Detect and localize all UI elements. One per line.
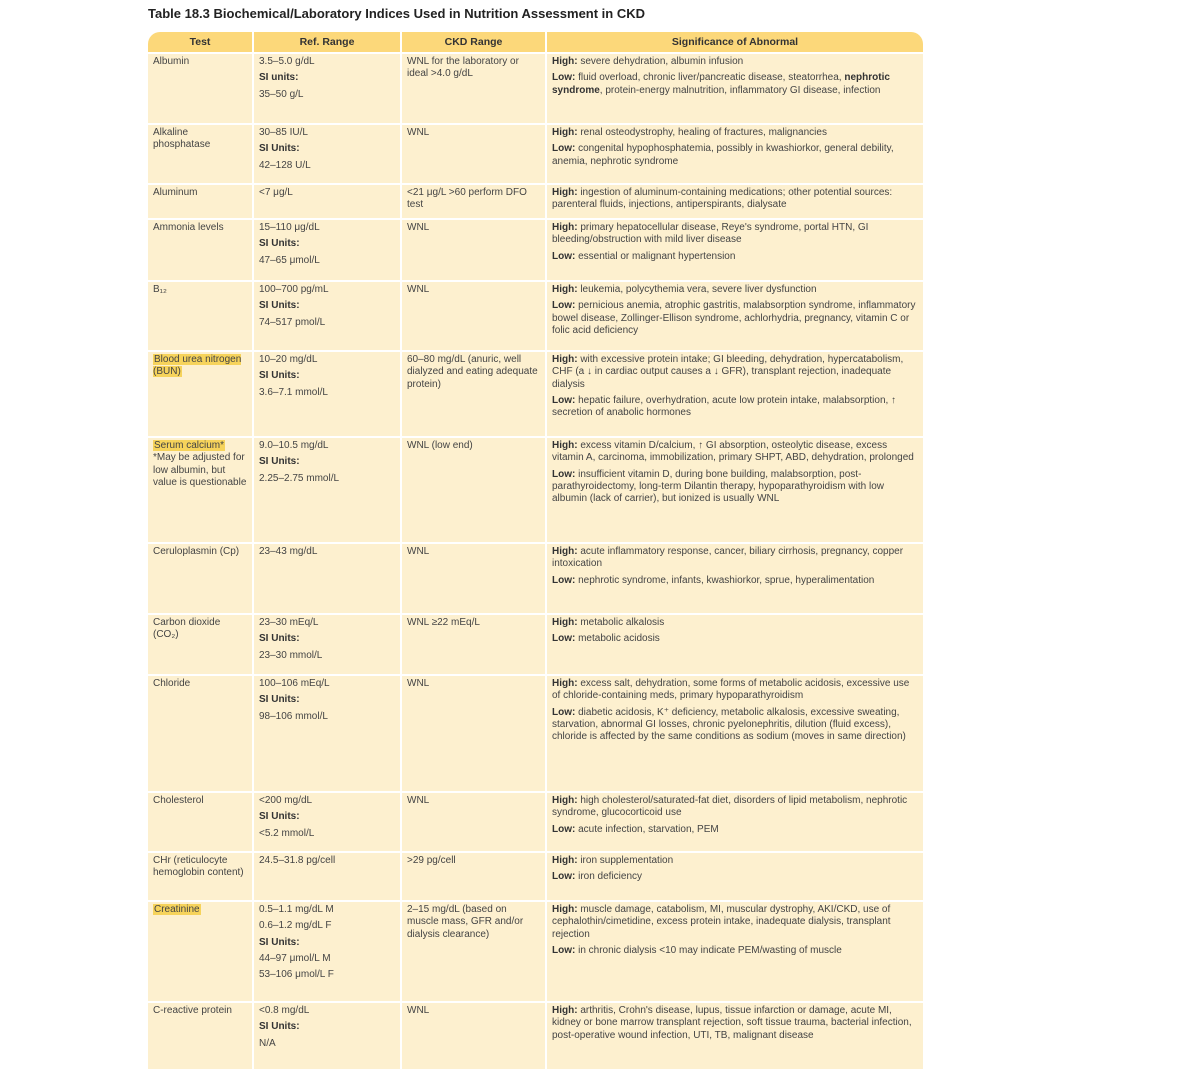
cell-ref-range <box>252 123 400 183</box>
table-row <box>148 280 923 350</box>
document-page <box>148 6 923 1069</box>
significance-label: High: <box>552 1005 578 1016</box>
cell-significance <box>545 900 923 1001</box>
cell-test <box>148 52 252 123</box>
ref-range-line: 3.5–5.0 g/dL <box>259 56 315 67</box>
significance-text: excess salt, dehydration, some forms of metabolic acidosis, excessive use of chloride-containing meds, primary hypoparathyroidism <box>552 678 910 702</box>
significance-text: fluid overload, chronic liver/pancreatic disease, steatorrhea, nephrotic syndrome, protein-energy malnutrition, inflammatory GI disease, infection <box>552 72 890 96</box>
significance-text: acute inflammatory response, cancer, biliary cirrhosis, pregnancy, copper intoxication <box>552 546 904 570</box>
cell-ckd-range: <21 μg/L >60 perform DFO test <box>400 183 545 218</box>
cell-ckd-range: WNL (low end) <box>400 436 545 542</box>
significance-text: primary hepatocellular disease, Reye's syndrome, portal HTN, GI bleeding/obstruction with mild liver disease <box>552 222 869 246</box>
test-name: Albumin <box>153 56 190 67</box>
significance-label: Low: <box>552 250 576 262</box>
table-row <box>148 613 923 674</box>
test-name: C-reactive protein <box>153 1005 232 1016</box>
significance-text: insufficient vitamin D, during bone building, malabsorption, post-parathyroidectomy, long-term Dilantin therapy, hypoparathyroidism with low albumin (lack of carrier), but ionized is usually WNL <box>552 468 884 505</box>
test-name: Alkaline phosphatase <box>153 127 211 151</box>
cell-ref-range <box>252 218 400 280</box>
ref-range-line: 0.5–1.1 mg/dL M <box>259 904 334 915</box>
cell-test <box>148 851 252 900</box>
significance-label: High: <box>552 187 578 198</box>
ref-range-line: SI Units: <box>259 811 300 823</box>
ref-range-line: SI Units: <box>259 936 300 948</box>
ref-range-line: <7 μg/L <box>259 187 293 198</box>
significance-text: arthritis, Crohn's disease, lupus, tissue infarction or damage, acute MI, kidney or bone marrow transplant rejection, soft tissue trauma, bacterial infection, post-operative wound infection, UTI, TB, malignant disease <box>552 1005 912 1041</box>
cell-significance <box>545 218 923 280</box>
table-row <box>148 674 923 791</box>
test-name: Carbon dioxide (CO₂) <box>153 617 221 641</box>
table-row <box>148 52 923 123</box>
test-footnote: *May be adjusted for low albumin, but value is questionable <box>153 452 247 488</box>
ref-range-line: 74–517 pmol/L <box>259 316 326 328</box>
significance-entry <box>552 795 918 820</box>
table-row <box>148 791 923 851</box>
emphasized-term: nephrotic syndrome <box>552 72 890 96</box>
header-ref-range: Ref. Range <box>252 32 400 52</box>
header-ckd-range: CKD Range <box>400 32 545 52</box>
ref-range-line: 9.0–10.5 mg/dL <box>259 440 329 451</box>
cell-significance <box>545 542 923 613</box>
test-name: Chloride <box>153 678 191 689</box>
cell-test <box>148 1001 252 1069</box>
significance-entry <box>552 251 918 263</box>
cell-test <box>148 542 252 613</box>
cell-ref-range <box>252 436 400 542</box>
significance-text: severe dehydration, albumin infusion <box>577 56 744 67</box>
significance-entry <box>552 1005 918 1042</box>
cell-significance <box>545 350 923 436</box>
significance-text: in chronic dialysis <10 may indicate PEM/wasting of muscle <box>575 944 842 956</box>
cell-significance <box>545 851 923 900</box>
ref-range-line: 10–20 mg/dL <box>259 354 318 365</box>
ref-range-line: 24.5–31.8 pg/cell <box>259 855 336 866</box>
test-name: Cholesterol <box>153 795 204 806</box>
ref-range-line: 23–30 mmol/L <box>259 649 323 661</box>
significance-text: essential or malignant hypertension <box>575 250 736 262</box>
significance-entry <box>552 127 918 139</box>
significance-label: High: <box>552 222 578 233</box>
cell-ref-range <box>252 350 400 436</box>
cell-ref-range <box>252 280 400 350</box>
significance-entry <box>552 904 918 941</box>
cell-ckd-range: WNL <box>400 280 545 350</box>
significance-text: acute infection, starvation, PEM <box>575 823 719 835</box>
cell-significance <box>545 1001 923 1069</box>
test-name: CHr (reticulocyte hemoglobin content) <box>153 855 244 879</box>
test-name: Aluminum <box>153 187 198 198</box>
lab-indices-table <box>148 32 923 1069</box>
cell-test <box>148 218 252 280</box>
significance-text: metabolic alkalosis <box>577 617 665 628</box>
table-row <box>148 183 923 218</box>
ref-range-line: SI units: <box>259 72 299 84</box>
ref-range-line: SI Units: <box>259 694 300 706</box>
ref-range-line: 35–50 g/L <box>259 88 304 100</box>
cell-ref-range <box>252 900 400 1001</box>
significance-label: High: <box>552 904 578 915</box>
ref-range-line: 2.25–2.75 mmol/L <box>259 472 340 484</box>
cell-ref-range <box>252 791 400 851</box>
ref-range-line: SI Units: <box>259 300 300 312</box>
significance-entry <box>552 354 918 391</box>
cell-ckd-range: WNL for the laboratory or ideal >4.0 g/dL <box>400 52 545 123</box>
significance-label: High: <box>552 56 578 67</box>
cell-ckd-range: 2–15 mg/dL (based on muscle mass, GFR and/or dialysis clearance) <box>400 900 545 1001</box>
cell-significance <box>545 791 923 851</box>
significance-label: Low: <box>552 944 576 956</box>
ref-range-line: 0.6–1.2 mg/dL F <box>259 920 332 932</box>
ref-range-line: 23–43 mg/dL <box>259 546 318 557</box>
significance-entry <box>552 56 918 68</box>
significance-entry <box>552 617 918 629</box>
table-row <box>148 436 923 542</box>
ref-range-line: 3.6–7.1 mmol/L <box>259 386 328 398</box>
significance-text: high cholesterol/saturated-fat diet, disorders of lipid metabolism, nephrotic syndrome, glucocorticoid use <box>552 795 908 819</box>
cell-ckd-range: 60–80 mg/dL (anuric, well dialyzed and eating adequate protein) <box>400 350 545 436</box>
header-row <box>148 32 923 52</box>
table-body <box>148 52 923 1069</box>
ref-range-line: 100–700 pg/mL <box>259 284 329 295</box>
ref-range-line: 23–30 mEq/L <box>259 617 319 628</box>
significance-text: congenital hypophosphatemia, possibly in kwashiorkor, general debility, anemia, nephrotic syndrome <box>552 143 894 167</box>
cell-test <box>148 183 252 218</box>
table-row <box>148 900 923 1001</box>
significance-entry <box>552 546 918 571</box>
test-name: B₁₂ <box>153 284 167 295</box>
ref-range-line: <5.2 mmol/L <box>259 827 315 839</box>
ref-range-line: SI Units: <box>259 143 300 155</box>
significance-entry <box>552 678 918 703</box>
table-row <box>148 542 923 613</box>
test-name: Ammonia levels <box>153 222 224 233</box>
significance-label: Low: <box>552 574 576 586</box>
cell-significance <box>545 123 923 183</box>
ref-range-line: 44–97 μmol/L M <box>259 952 331 964</box>
cell-test <box>148 436 252 542</box>
significance-label: High: <box>552 127 578 138</box>
significance-text: ingestion of aluminum-containing medications; other potential sources: parenteral fluids, injections, antiperspirants, dialysate <box>552 187 893 211</box>
ref-range-line: N/A <box>259 1037 276 1049</box>
cell-significance <box>545 52 923 123</box>
cell-test <box>148 674 252 791</box>
significance-label: Low: <box>552 871 576 883</box>
cell-significance <box>545 183 923 218</box>
cell-ckd-range: WNL <box>400 1001 545 1069</box>
ref-range-line: SI Units: <box>259 1021 300 1033</box>
significance-label: Low: <box>552 633 576 645</box>
cell-ref-range <box>252 674 400 791</box>
significance-entry <box>552 871 918 883</box>
significance-label: High: <box>552 440 578 451</box>
header-test: Test <box>148 32 252 52</box>
cell-ref-range <box>252 613 400 674</box>
significance-text: pernicious anemia, atrophic gastritis, malabsorption syndrome, inflammatory bowel disease, Zollinger-Ellison syndrome, achlorhydria, pregnancy, vitamin C or folic acid deficiency <box>552 300 916 336</box>
significance-entry <box>552 143 918 168</box>
significance-entry <box>552 300 918 337</box>
table-row <box>148 218 923 280</box>
significance-text: nephrotic syndrome, infants, kwashiorkor, sprue, hyperalimentation <box>575 574 875 586</box>
significance-label: Low: <box>552 143 576 155</box>
table-row <box>148 123 923 183</box>
significance-label: Low: <box>552 468 576 480</box>
significance-entry <box>552 440 918 465</box>
cell-ref-range <box>252 851 400 900</box>
significance-entry <box>552 633 918 645</box>
table-row <box>148 350 923 436</box>
ref-range-line: SI Units: <box>259 238 300 250</box>
significance-entry <box>552 575 918 587</box>
significance-entry <box>552 187 918 212</box>
cell-significance <box>545 674 923 791</box>
cell-test <box>148 900 252 1001</box>
significance-entry <box>552 72 918 97</box>
significance-text: diabetic acidosis, K⁺ deficiency, metabolic alkalosis, excessive sweating, starvation, abnormal GI losses, chronic pyelonephritis, dilution (fluid excess), chloride is affected by the same conditions as sodium (moves in same direction) <box>552 706 906 743</box>
significance-label: High: <box>552 354 578 365</box>
cell-test <box>148 613 252 674</box>
cell-ckd-range: WNL <box>400 123 545 183</box>
cell-significance <box>545 436 923 542</box>
table-row <box>148 851 923 900</box>
cell-ref-range <box>252 52 400 123</box>
ref-range-line: SI Units: <box>259 456 300 468</box>
cell-ckd-range: WNL <box>400 542 545 613</box>
significance-text: iron deficiency <box>575 871 643 883</box>
significance-entry <box>552 707 918 744</box>
cell-significance <box>545 280 923 350</box>
table-title: Table 18.3 Biochemical/Laboratory Indices Used in Nutrition Assessment in CKD <box>148 6 646 21</box>
significance-entry <box>552 824 918 836</box>
significance-entry <box>552 395 918 420</box>
ref-range-line: 53–106 μmol/L F <box>259 969 334 981</box>
significance-entry <box>552 284 918 296</box>
significance-text: leukemia, polycythemia vera, severe liver dysfunction <box>577 284 817 295</box>
ref-range-line: SI Units: <box>259 370 300 382</box>
test-name: Ceruloplasmin (Cp) <box>153 546 240 557</box>
table-row <box>148 1001 923 1069</box>
cell-test <box>148 791 252 851</box>
ref-range-line: 47–65 μmol/L <box>259 254 320 266</box>
cell-ckd-range: WNL ≥22 mEq/L <box>400 613 545 674</box>
significance-label: High: <box>552 795 578 806</box>
cell-ckd-range: WNL <box>400 791 545 851</box>
significance-label: Low: <box>552 823 576 835</box>
significance-label: Low: <box>552 706 576 718</box>
ref-range-line: 42–128 U/L <box>259 159 311 171</box>
ref-range-line: 100–106 mEq/L <box>259 678 330 689</box>
significance-label: High: <box>552 284 578 295</box>
significance-label: High: <box>552 617 578 628</box>
cell-ckd-range: >29 pg/cell <box>400 851 545 900</box>
cell-ref-range <box>252 183 400 218</box>
ref-range-line: <200 mg/dL <box>259 795 313 806</box>
significance-text: muscle damage, catabolism, MI, muscular dystrophy, AKI/CKD, use of cephalothin/cimetidine, excess protein intake, inadequate dialysis, transplant rejection <box>552 904 891 940</box>
significance-text: metabolic acidosis <box>575 633 660 645</box>
significance-label: High: <box>552 855 578 866</box>
significance-entry <box>552 855 918 867</box>
cell-ckd-range: WNL <box>400 218 545 280</box>
significance-entry <box>552 469 918 506</box>
significance-entry <box>552 222 918 247</box>
cell-test <box>148 350 252 436</box>
cell-ref-range <box>252 1001 400 1069</box>
significance-text: with excessive protein intake; GI bleeding, dehydration, hypercatabolism, CHF (a ↓ in cardiac output causes a ↓ GFR), transplant rejection, inadequate dialysis <box>552 354 904 390</box>
cell-ref-range <box>252 542 400 613</box>
significance-label: Low: <box>552 394 576 406</box>
significance-text: excess vitamin D/calcium, ↑ GI absorption, osteolytic disease, excess vitamin A, carcinoma, immobilization, primary SHPT, ABD, dehydration, prolonged <box>552 440 914 464</box>
significance-text: iron supplementation <box>577 855 674 866</box>
ref-range-line: 98–106 mmol/L <box>259 710 328 722</box>
test-name: Creatinine <box>154 904 200 915</box>
header-significance: Significance of Abnormal <box>545 32 923 52</box>
significance-entry <box>552 945 918 957</box>
cell-significance <box>545 613 923 674</box>
significance-label: High: <box>552 546 578 557</box>
test-name: Serum calcium* <box>154 440 225 451</box>
cell-ckd-range: WNL <box>400 674 545 791</box>
ref-range-line: <0.8 mg/dL <box>259 1005 310 1016</box>
cell-test <box>148 123 252 183</box>
cell-test <box>148 280 252 350</box>
significance-label: Low: <box>552 72 576 84</box>
ref-range-line: SI Units: <box>259 633 300 645</box>
ref-range-line: 30–85 IU/L <box>259 127 308 138</box>
significance-text: hepatic failure, overhydration, acute low protein intake, malabsorption, ↑ secretion of anabolic hormones <box>552 394 897 419</box>
ref-range-line: 15–110 μg/dL <box>259 222 320 233</box>
significance-label: High: <box>552 678 578 689</box>
test-name: Blood urea nitrogen (BUN) <box>153 354 242 378</box>
significance-text: renal osteodystrophy, healing of fractures, malignancies <box>577 127 827 138</box>
significance-label: Low: <box>552 300 576 312</box>
